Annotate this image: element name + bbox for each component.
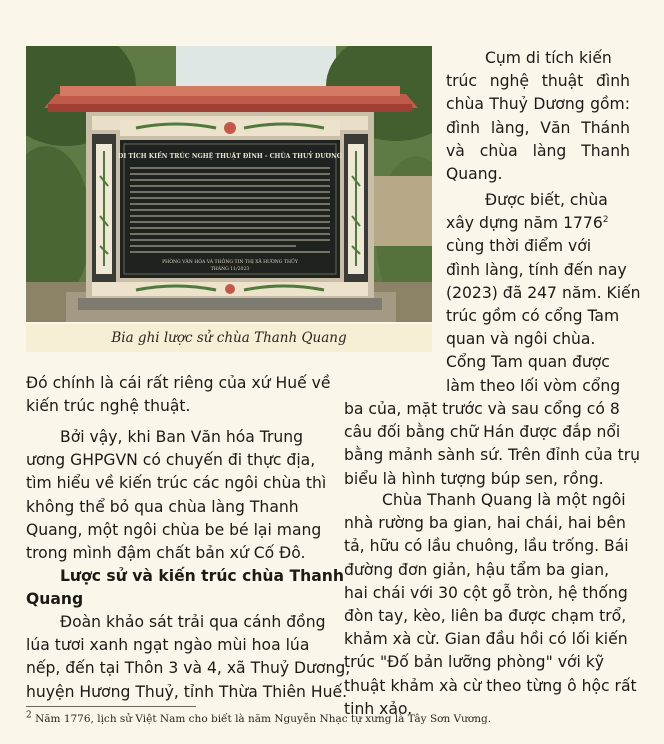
text-line: Quang, một ngôi chùa be bé lại mang (26, 520, 322, 539)
text-line: chùa Thuỷ Dương gồm: (446, 95, 630, 114)
photo-caption: Bia ghi lược sử chùa Thanh Quang (26, 324, 432, 352)
text-line: hai chái với 30 cột gỗ tròn, hệ thống (344, 583, 628, 602)
text-line (446, 212, 630, 235)
right-paragraph-2 (446, 189, 641, 398)
text-line: Chùa Thanh Quang là một ngôi (382, 491, 626, 509)
text-line: trúc gồm có cổng Tam (446, 307, 620, 326)
text-line: bằng mảnh sành sứ. Trên đỉnh của trụ (344, 446, 641, 465)
sign-body-text (130, 168, 330, 252)
text-line: Cổng Tam quan được (446, 353, 610, 372)
footnote-ref: 2 (602, 215, 609, 226)
text-line: Đó chính là cái rất riêng của xứ Huế về (26, 374, 331, 392)
text-fragment: xây dựng năm 1776 (446, 214, 603, 233)
footnote-divider (26, 706, 196, 707)
text-line: làm theo lối vòm cổng (446, 376, 621, 395)
text-line: trúc nghệ thuật đình (446, 72, 630, 91)
text-line: trúc "Đố bản lưỡng phòng" với kỹ (344, 653, 605, 672)
stele-photo (26, 46, 432, 322)
section-heading (26, 565, 344, 611)
text-line: câu đối bằng chữ Hán được đắp nổi (344, 423, 621, 442)
sign-footer-2: THÁNG 11/2023 (210, 267, 250, 272)
left-paragraph-3 (26, 611, 351, 704)
text-line: ba của, mặt trước và sau cổng có 8 (344, 400, 620, 418)
text-line: đình làng, Văn Thánh (446, 118, 630, 137)
text-line: cùng thời điểm với (446, 237, 592, 256)
text-line: Quang. (446, 165, 503, 184)
text-line: quan và ngôi chùa. (446, 330, 596, 349)
text-line: Được biết, chùa (485, 191, 608, 209)
text-line: Cụm di tích kiến (485, 49, 612, 67)
footnote-mark: 2 (26, 710, 32, 721)
text-line: đình làng, tính đến nay (446, 260, 627, 279)
footnote (26, 710, 492, 725)
stele-illustration (26, 46, 432, 322)
sign-title: DI TÍCH KIẾN TRÚC NGHỆ THUẬT ĐÌNH - CHÙA THUỶ DƯƠNG (117, 153, 343, 160)
heading-line: Quang (26, 590, 84, 609)
right-paragraph-3 (344, 489, 637, 721)
text-line: thuật khảm xà cừ theo từng ô hộc rất (344, 676, 637, 695)
text-line: biểu là hình tượng búp sen, rồng. (344, 469, 604, 488)
text-line: nhà rường ba gian, hai chái, hai bên (344, 514, 626, 533)
text-line: tả, hữu có lầu chuông, lầu trống. Bái (344, 537, 629, 556)
text-line: khảm xà cừ. Gian đầu hồi có lối kiến (344, 630, 628, 649)
right-paragraph-1 (446, 47, 630, 186)
text-line: huyện Hương Thuỷ, tỉnh Thừa Thiên Huế. (26, 682, 348, 701)
text-line: không thể bỏ qua chùa làng Thanh (26, 497, 299, 516)
text-line: tìm hiểu về kiến trúc các ngôi chùa thì (26, 474, 327, 493)
text-line: đường đơn giản, hậu tẩm ba gian, (344, 560, 610, 579)
text-line: tinh xảo. (344, 699, 413, 718)
text-line: kiến trúc nghệ thuật. (26, 397, 191, 416)
text-line: nếp, đến tại Thôn 3 và 4, xã Thuỷ Dương, (26, 659, 351, 678)
text-line: ương GHPGVN có chuyến đi thực địa, (26, 451, 316, 470)
left-paragraph-2 (26, 426, 327, 565)
sign-footer-1: PHÒNG VĂN HÓA VÀ THÔNG TIN THỊ XÃ HƯƠNG THỦY (162, 260, 298, 265)
text-line: và chùa làng Thanh (446, 141, 630, 160)
left-paragraph-1 (26, 372, 331, 418)
text-line: (2023) đã 247 năm. Kiến (446, 283, 641, 302)
text-line: trong mình đậm chất bản xứ Cố Đô. (26, 544, 306, 563)
text-line: lúa tươi xanh ngạt ngào mùi hoa lúa (26, 636, 310, 655)
footnote-text: Năm 1776, lịch sử Việt Nam cho biết là năm Nguyễn Nhạc tự xưng là Tây Sơn Vương. (35, 713, 492, 725)
text-line: đòn tay, kèo, liên ba được chạm trổ, (344, 607, 627, 626)
heading-line: Lược sử và kiến trúc chùa Thanh (60, 567, 344, 585)
text-line: Bởi vậy, khi Ban Văn hóa Trung (60, 428, 304, 446)
right-paragraph-2-cont (344, 398, 641, 491)
text-line: Đoàn khảo sát trải qua cánh đồng (60, 613, 326, 631)
